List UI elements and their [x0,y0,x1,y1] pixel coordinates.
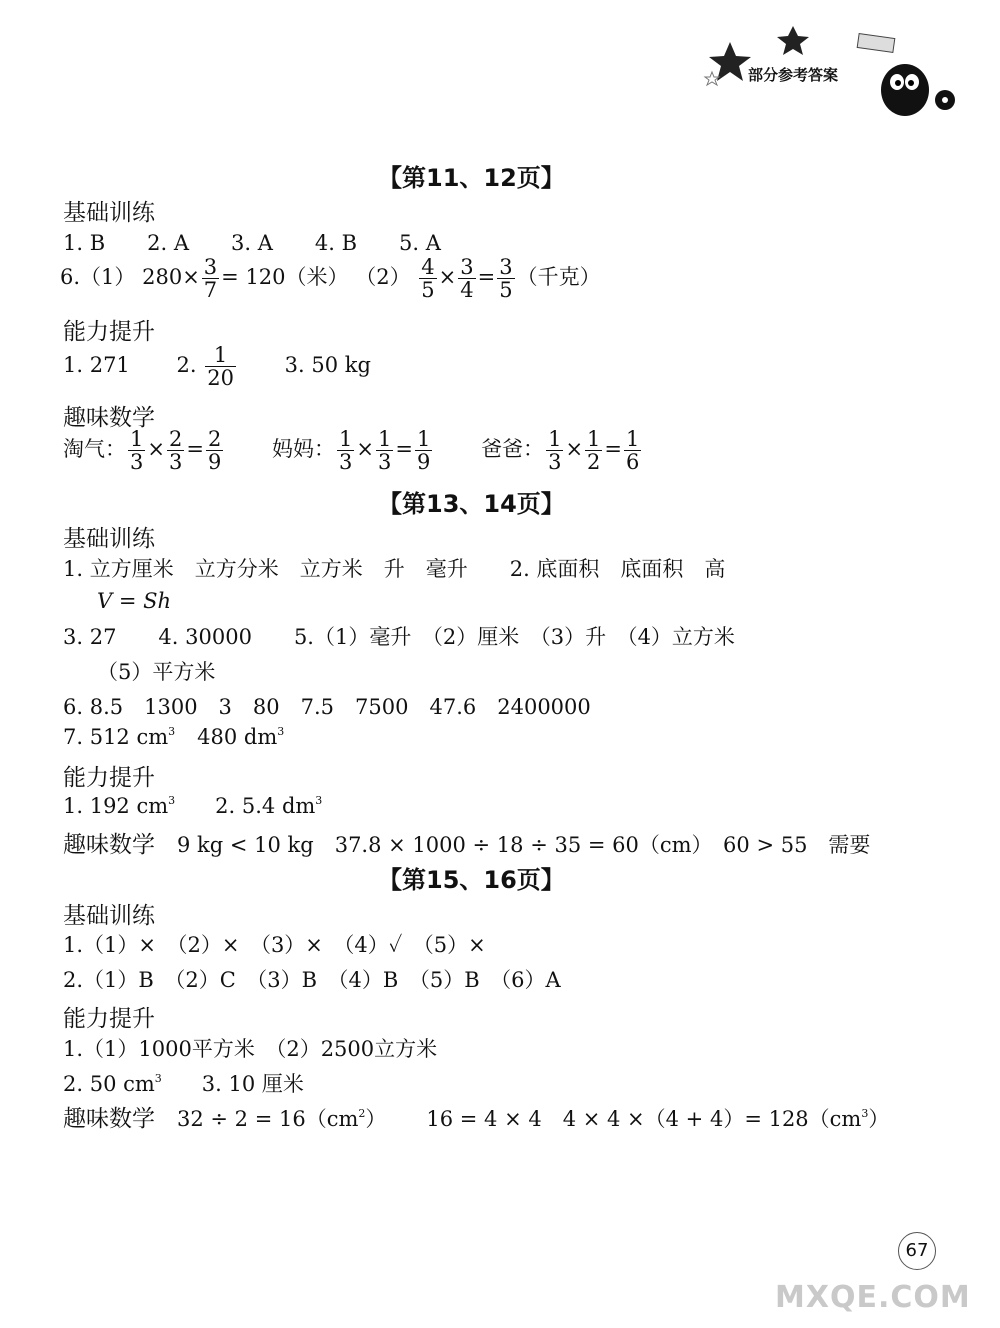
answer-3: 3. 50 kg [284,353,371,378]
q-prefix: 6.（1） [60,265,136,290]
fun-math-heading: 趣味数学 [63,1106,155,1132]
fraction: $\frac{1}{20}$ [207,343,234,391]
ability-heading: 能力提升 [63,765,155,791]
fun-math-line [63,826,870,859]
answer-2: 2. [176,353,197,378]
result: = 120（米） [221,265,349,290]
answer-line: 1. 立方厘米 立方分米 立方米 升 毫升 2. 底面积 底面积 高 [63,557,726,581]
q-part: （2） [355,265,411,290]
answer-line: 1.（1）1000平方米 （2）2500立方米 [63,1037,438,1061]
answer-1: 1. 192 cm [63,794,169,818]
watermark: MXQE.COM [775,1280,971,1315]
formula-sh: Sh [143,589,172,613]
answer-line [63,1068,304,1098]
answer-line: 1. B 2. A 3. A 4. B 5. A [63,231,441,255]
fun-answer-b: 16 = 4 × 4 4 × 4 ×（4 + 4）= 128（cm [426,1107,862,1131]
exponent: 3 [315,794,323,807]
answer-3: 3. 10 厘米 [201,1072,304,1096]
answer-line [63,725,284,749]
label: 妈妈： [272,437,336,462]
formula-eq: = [112,589,144,613]
section-title: 【第13、14页】 [378,490,565,518]
fun-math-line [63,1100,889,1133]
fraction: $\frac{3}{5}$ [499,255,513,303]
ability-heading: 能力提升 [63,1006,155,1032]
section-title: 【第15、16页】 [378,866,565,894]
fun-math-answer: 9 kg < 10 kg 37.8 × 1000 ÷ 18 ÷ 35 = 60（cm） 60 > 55 需要 [177,833,871,857]
answer-7b: 480 dm [197,725,278,749]
paren: ） [868,1107,890,1131]
value: 280 [142,265,183,290]
paren: ） [365,1107,387,1131]
basic-training-heading: 基础训练 [63,903,155,929]
fun-math-heading: 趣味数学 [63,405,155,431]
fraction: $\frac{3}{4}$ [460,255,474,303]
basic-training-heading: 基础训练 [63,200,155,226]
header-label: 部分参考答案 [748,66,839,84]
label: 爸爸： [481,437,545,462]
answer-2: 2. 50 cm [63,1072,155,1096]
exponent: 3 [168,725,176,738]
ability-line [63,344,371,389]
answer-line: 3. 27 4. 30000 5.（1）毫升 （2）厘米 （3）升 （4）立方米 [63,625,735,649]
fun-math-heading: 趣味数学 [63,832,155,858]
exponent: 2 [358,1107,366,1120]
answer-line [97,589,171,613]
exponent: 3 [861,1107,869,1120]
label: 淘气： [63,437,126,462]
answer-7a: 7. 512 cm [63,725,169,749]
fraction: $\frac{3}{7}$ [203,255,218,303]
answer-2: 2. 5.4 dm [215,794,316,818]
fraction: $\frac{4}{5}$ [421,255,435,303]
fun-answer-a: 32 ÷ 2 = 16（cm [177,1107,359,1131]
ability-heading: 能力提升 [63,319,155,345]
answer-line: 1.（1）× （2）× （3）× （4）✓ （5）× [63,933,486,957]
answer-line [63,794,322,818]
page-number-badge [898,1232,936,1270]
formula-v: V [97,589,113,613]
exponent: 3 [154,1072,162,1085]
answer-line: 2.（1）B （2）C （3）B （4）B （5）B （6）A [63,968,561,992]
answer-line-6: 6.（1） 280× $\frac{3}{7}$ = 120（米） （2） $\frac{4}{5}$ × $\frac{3}{4}$ = $\frac{3}{5}$ （千克） [60,255,601,303]
section-title: 【第11、12页】 [378,164,565,192]
exponent: 3 [277,725,285,738]
basic-training-heading: 基础训练 [63,526,155,552]
answer-line: 6. 8.5 1300 3 80 7.5 7500 47.6 2400000 [63,695,591,719]
page-number: 67 [905,1240,929,1261]
unit: （千克） [516,265,601,290]
answer-1: 1. 271 [63,353,130,378]
answer-line: （5）平方米 [97,660,216,684]
fun-math-line: 淘气： $\frac{1}{3}$ × $\frac{2}{3}$ = $\frac{2}{9}$ 妈妈： $\frac{1}{3}$ × $\frac{1}{3}$ = $\frac{1}{9}$ 爸爸： $\frac{1}{3}$ × $\frac{1}{2}$ = $\frac{1}{6}$ [63,427,640,475]
exponent: 3 [168,794,176,807]
